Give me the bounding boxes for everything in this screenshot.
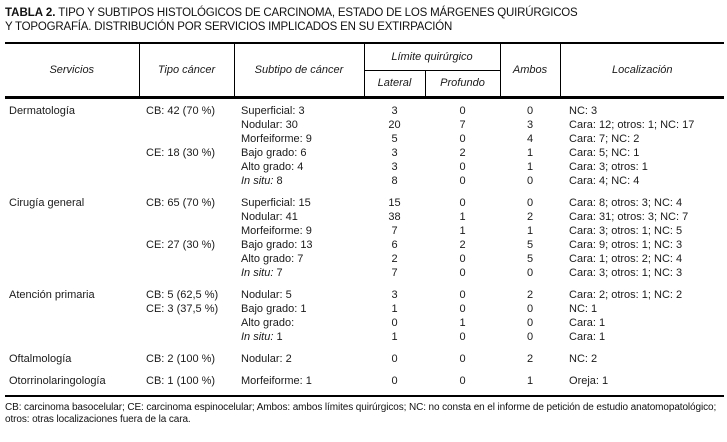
cell-profundo: 1 [459,210,466,223]
cell-ambos: 2 [526,288,534,301]
table-row [5,366,724,396]
cell-localizacion: NC: 1 [569,302,598,315]
table-row [5,118,724,132]
cell-profundo: 1 [459,316,466,329]
table-row [5,252,724,266]
cell-subtipo: In situ: 7 [241,266,283,279]
cell-profundo: 0 [459,104,466,117]
table-row [5,238,724,252]
cell-tipo-cancer [139,160,234,174]
cell-servicio [5,160,139,174]
cell-servicio [5,118,139,132]
col-header-localizacion: Localización [560,43,724,97]
cell-subtipo: Nodular: 2 [241,352,292,365]
cell-subtipo: Bajo grado: 1 [241,302,307,315]
cell-ambos: 3 [526,118,534,131]
cell-subtipo: Alto grado: 4 [241,160,304,173]
cell-localizacion: Cara: 7; NC: 2 [569,132,640,145]
cell-profundo: 7 [459,118,466,131]
col-header-profundo: Profundo [425,70,500,97]
cell-subtipo: Superficial: 3 [241,104,305,117]
cell-tipo-cancer: CB: 42 (70 %) [146,104,216,117]
table-row [5,174,724,188]
cell-lateral: 7 [391,224,398,237]
col-header-subtipo-cancer: Subtipo de cáncer [234,43,364,97]
table-row [5,280,724,302]
cell-servicio: Otorrinolaringología [9,374,106,387]
table-row [5,224,724,238]
table-body [5,97,724,396]
cell-localizacion: Cara: 5; NC: 1 [569,146,640,159]
table-row [5,210,724,224]
cell-tipo-cancer [139,174,234,188]
cell-subtipo: Alto grado: 7 [241,252,304,265]
cell-lateral: 20 [388,118,401,131]
cell-subtipo: Nodular: 5 [241,288,292,301]
cell-profundo: 2 [459,238,466,251]
cell-lateral: 3 [391,146,398,159]
cell-tipo-cancer [139,266,234,280]
cell-lateral: 1 [391,302,398,315]
cell-tipo-cancer: CE: 18 (30 %) [146,146,216,159]
cell-localizacion: Cara: 12; otros: 1; NC: 17 [569,118,695,131]
cell-ambos: 1 [526,160,534,173]
cell-servicio [5,146,139,160]
cell-lateral: 0 [391,374,398,387]
table-row [5,344,724,366]
cell-lateral: 3 [391,160,398,173]
cell-profundo: 0 [459,196,466,209]
cell-servicio [5,316,139,330]
cell-lateral: 0 [391,316,398,329]
in-situ-italic-label: In situ: [241,330,274,343]
col-header-limite-quirurgico: Límite quirúrgico [364,43,500,70]
table-row [5,316,724,330]
carcinoma-table [5,42,724,397]
table-header [5,43,724,97]
table-row [5,132,724,146]
cell-tipo-cancer: CB: 1 (100 %) [146,374,216,387]
cell-localizacion: Cara: 2; otros: 1; NC: 2 [569,288,683,301]
cell-subtipo: In situ: 8 [241,174,283,187]
cell-localizacion: Cara: 3; otros: 1 [569,160,648,173]
cell-localizacion: Cara: 8; otros: 3; NC: 4 [569,196,683,209]
cell-servicio [5,174,139,188]
cell-tipo-cancer: CE: 27 (30 %) [146,238,216,251]
cell-lateral: 15 [388,196,401,209]
table-row [5,146,724,160]
table-number-label: TABLA 2. [5,7,56,19]
cell-ambos: 0 [526,316,534,329]
cell-profundo: 0 [459,252,466,265]
cell-localizacion: Oreja: 1 [569,374,609,387]
cell-profundo: 2 [459,146,466,159]
cell-servicio [5,252,139,266]
cell-tipo-cancer [139,330,234,344]
table-row [5,266,724,280]
cell-ambos: 5 [526,238,534,251]
cell-profundo: 0 [459,330,466,343]
cell-tipo-cancer [139,316,234,330]
cell-subtipo: Bajo grado: 6 [241,146,307,159]
cell-lateral: 7 [391,266,398,279]
cell-profundo: 0 [459,266,466,279]
table-row [5,160,724,174]
cell-profundo: 0 [459,302,466,315]
cell-profundo: 0 [459,352,466,365]
cell-tipo-cancer [139,132,234,146]
cell-subtipo: Bajo grado: 13 [241,238,313,251]
cell-ambos: 0 [526,302,534,315]
cell-ambos: 1 [526,374,534,387]
cell-servicio: Oftalmología [9,352,72,365]
cell-lateral: 3 [391,104,398,117]
cell-tipo-cancer: CB: 2 (100 %) [146,352,216,365]
cell-lateral: 2 [391,252,398,265]
cell-localizacion: Cara: 31; otros: 3; NC: 7 [569,210,689,223]
col-header-lateral: Lateral [364,70,425,97]
cell-servicio: Atención primaria [9,288,95,301]
cell-localizacion: Cara: 1 [569,316,606,329]
cell-subtipo: Morfeiforme: 9 [241,132,312,145]
in-situ-italic-label: In situ: [241,174,274,187]
cell-servicio [5,224,139,238]
title-line-2: Y TOPOGRAFÍA. DISTRIBUCIÓN POR SERVICIOS IMPLICADOS EN SU EXTIRPACIÓN [5,20,453,33]
cell-lateral: 38 [388,210,401,223]
cell-ambos: 2 [526,210,534,223]
header-row-main [5,43,724,70]
cell-servicio [5,330,139,344]
table-row [5,97,724,118]
cell-profundo: 1 [459,224,466,237]
cell-subtipo: In situ: 1 [241,330,283,343]
cell-ambos: 0 [526,330,534,343]
cell-servicio [5,266,139,280]
cell-tipo-cancer: CB: 5 (62,5 %) [146,288,219,301]
title-text-1: TIPO Y SUBTIPOS HISTOLÓGICOS DE CARCINOMA, ESTADO DE LOS MÁRGENES QUIRÚRGICOS [58,7,578,19]
cell-servicio [5,210,139,224]
cell-tipo-cancer: CB: 65 (70 %) [146,196,216,209]
table-row [5,302,724,316]
cell-localizacion: Cara: 1 [569,330,606,343]
cell-lateral: 1 [391,330,398,343]
cell-servicio: Cirugía general [9,196,85,209]
in-situ-italic-label: In situ: [241,266,274,279]
cell-subtipo: Morfeiforme: 1 [241,374,312,387]
cell-localizacion: Cara: 3; otros: 1; NC: 3 [569,266,683,279]
cell-ambos: 1 [526,146,534,159]
cell-subtipo: Nodular: 41 [241,210,298,223]
title-line-1 [5,7,723,21]
cell-localizacion: NC: 3 [569,104,598,117]
table-row [5,188,724,210]
cell-lateral: 3 [391,288,398,301]
cell-servicio [5,302,139,316]
cell-tipo-cancer [139,224,234,238]
cell-ambos: 1 [526,224,534,237]
cell-localizacion: Cara: 4; NC: 4 [569,174,640,187]
table-footnote: CB: carcinoma basocelular; CE: carcinoma espinocelular; Ambos: ambos límites quirúrgicos; NC: no consta en el informe de petición de estudio anatomopatológico; otros: otras localizaciones fuera de la cara. [5,401,717,425]
cell-tipo-cancer: CE: 3 (37,5 %) [146,302,219,315]
cell-localizacion: Cara: 1; otros: 2; NC: 4 [569,252,683,265]
table-title [5,7,723,34]
cell-servicio [5,132,139,146]
cell-subtipo: Alto grado: [241,316,295,329]
cell-ambos: 0 [526,196,534,209]
cell-ambos: 0 [526,174,534,187]
cell-lateral: 0 [391,352,398,365]
table-row [5,330,724,344]
cell-ambos: 2 [526,352,534,365]
cell-servicio [5,238,139,252]
col-header-servicios: Servicios [5,43,139,97]
cell-profundo: 0 [459,374,466,387]
cell-localizacion: Cara: 3; otros: 1; NC: 5 [569,224,683,237]
cell-subtipo: Nodular: 30 [241,118,298,131]
cell-profundo: 0 [459,288,466,301]
cell-localizacion: Cara: 9; otros: 1; NC: 3 [569,238,683,251]
cell-ambos: 5 [526,252,534,265]
cell-tipo-cancer [139,252,234,266]
cell-lateral: 6 [391,238,398,251]
cell-profundo: 0 [459,132,466,145]
cell-tipo-cancer [139,118,234,132]
cell-ambos: 0 [526,266,534,279]
cell-ambos: 0 [526,104,534,117]
cell-ambos: 4 [526,132,534,145]
cell-tipo-cancer [139,210,234,224]
cell-lateral: 5 [391,132,398,145]
cell-servicio: Dermatología [9,104,76,117]
cell-profundo: 0 [459,160,466,173]
cell-lateral: 8 [391,174,398,187]
cell-localizacion: NC: 2 [569,352,598,365]
col-header-ambos: Ambos [500,43,560,97]
cell-subtipo: Morfeiforme: 9 [241,224,312,237]
cell-profundo: 0 [459,174,466,187]
col-header-tipo-cancer: Tipo cáncer [139,43,234,97]
cell-subtipo: Superficial: 15 [241,196,311,209]
